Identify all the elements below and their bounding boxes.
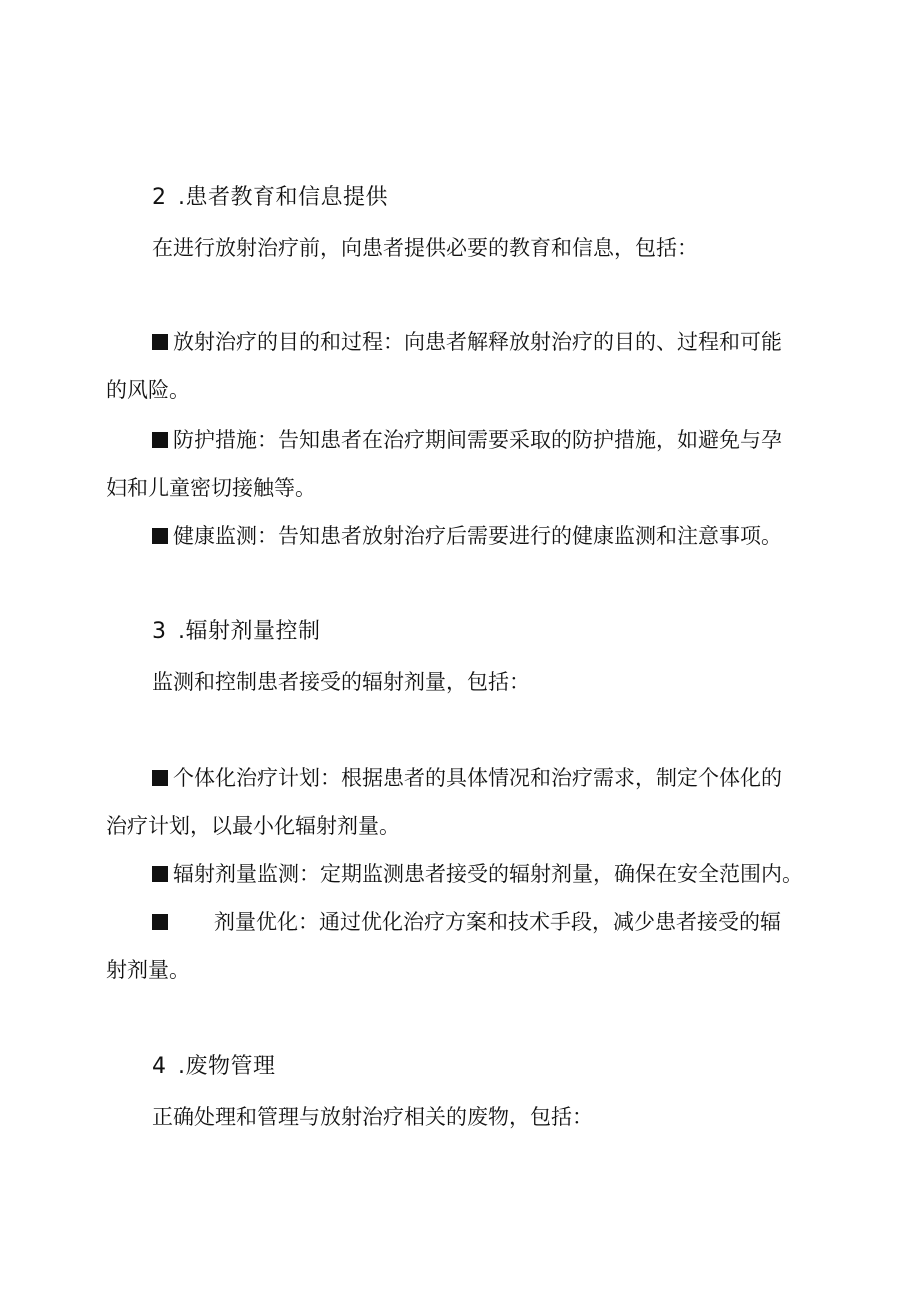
bullet-text: 防护措施：告知患者在治疗期间需要采取的防护措施，如避免与孕	[173, 428, 782, 452]
bullet-item	[152, 859, 803, 889]
section-title: .废物管理	[178, 1054, 276, 1079]
bullet-item	[152, 425, 812, 455]
square-bullet-icon	[152, 770, 168, 786]
bullet-text: 辐射剂量监测：定期监测患者接受的辐射剂量，确保在安全范围内。	[173, 862, 803, 886]
section-heading	[152, 617, 321, 647]
section-number: 3	[152, 619, 167, 644]
bullet-item	[152, 907, 781, 937]
square-bullet-icon	[152, 334, 168, 350]
bullet-item	[152, 763, 812, 793]
bullet-text: 剂量优化：通过优化治疗方案和技术手段，减少患者接受的辐	[214, 910, 781, 934]
section-number: 2	[152, 185, 167, 210]
square-bullet-icon	[152, 914, 168, 930]
bullet-continuation: 治疗计划，以最小化辐射剂量。	[106, 814, 400, 838]
bullet-text: 个体化治疗计划：根据患者的具体情况和治疗需求，制定个体化的	[173, 766, 782, 790]
section-title: .辐射剂量控制	[178, 619, 321, 644]
section-intro: 在进行放射治疗前，向患者提供必要的教育和信息，包括：	[152, 236, 698, 260]
bullet-item	[152, 327, 812, 357]
square-bullet-icon	[152, 528, 168, 544]
section-title: .患者教育和信息提供	[178, 185, 388, 210]
bullet-continuation: 妇和儿童密切接触等。	[106, 476, 316, 500]
section-heading	[152, 183, 388, 213]
bullet-continuation: 射剂量。	[106, 958, 190, 982]
bullet-item	[152, 521, 782, 551]
section-intro: 正确处理和管理与放射治疗相关的废物，包括：	[152, 1105, 593, 1129]
section-heading	[152, 1052, 276, 1082]
square-bullet-icon	[152, 432, 168, 448]
section-intro: 监测和控制患者接受的辐射剂量，包括：	[152, 670, 530, 694]
bullet-text: 健康监测：告知患者放射治疗后需要进行的健康监测和注意事项。	[173, 524, 782, 548]
bullet-continuation: 的风险。	[106, 378, 190, 402]
bullet-text: 放射治疗的目的和过程：向患者解释放射治疗的目的、过程和可能	[173, 330, 782, 354]
section-number: 4	[152, 1054, 167, 1079]
square-bullet-icon	[152, 866, 168, 882]
